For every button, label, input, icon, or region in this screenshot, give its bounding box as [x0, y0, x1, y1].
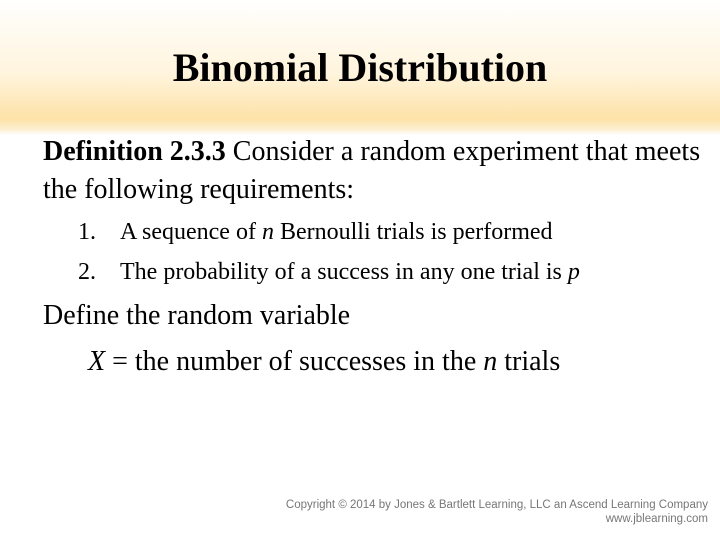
- copyright-footer: [286, 498, 708, 526]
- slide-title: Binomial Distribution: [172, 45, 548, 90]
- variable-x: X: [88, 346, 106, 377]
- x-definition-text: = the number of successes in the: [105, 346, 484, 377]
- list-item-text: The probability of a success in any one trial is: [120, 259, 568, 285]
- define-random-variable-text: Define the random variable: [43, 300, 351, 331]
- list-item-number: 2.: [78, 259, 96, 285]
- variable-p: p: [567, 259, 580, 285]
- definition-paragraph: [43, 133, 703, 209]
- requirements-list: [78, 212, 708, 292]
- random-variable-definition: [88, 342, 708, 382]
- copyright-text: Copyright © 2014 by Jones & Bartlett Learning, LLC an Ascend Learning Company: [285, 499, 708, 511]
- variable-n: n: [483, 346, 498, 377]
- list-item-text: Bernoulli trials is performed: [273, 219, 553, 245]
- list-item: [78, 212, 708, 252]
- list-item-text: A sequence of: [120, 219, 262, 245]
- variable-n: n: [261, 219, 274, 245]
- x-definition-text-end: trials: [497, 346, 561, 377]
- publisher-url: www.jblearning.com: [605, 513, 708, 525]
- definition-label: Definition 2.3.3: [43, 136, 226, 167]
- list-item: [78, 252, 708, 292]
- list-item-number: 1.: [78, 219, 96, 245]
- definition-text: Consider a random experiment that meets the following requirements:: [43, 136, 701, 205]
